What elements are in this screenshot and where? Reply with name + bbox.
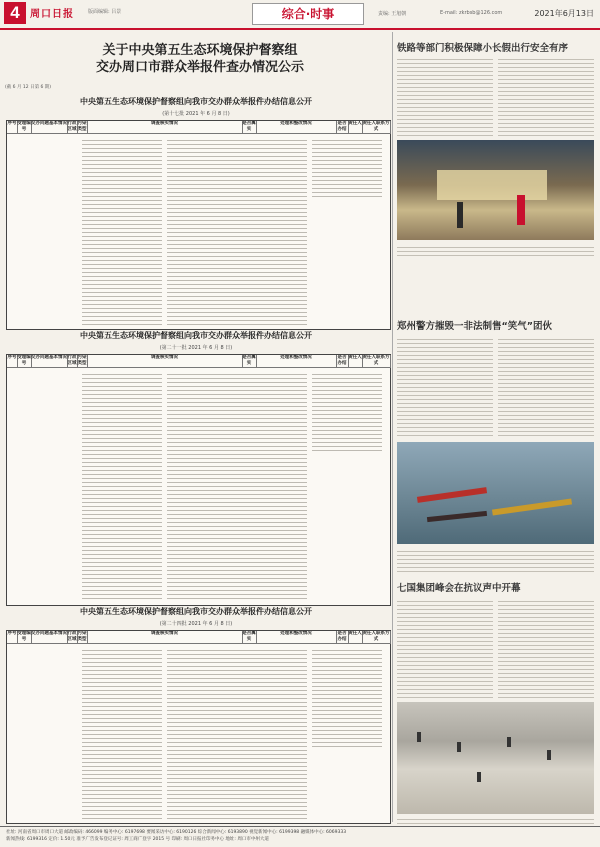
table-header-cell: 责任人	[348, 355, 363, 368]
footer	[0, 826, 600, 847]
main-headline: 关于中央第五生态环境保护督察组 交办周口市群众举报件查办情况公示	[95, 43, 304, 75]
article2-text-left	[397, 336, 493, 438]
table-header-cell: 责任人	[348, 121, 363, 134]
article2-text-right	[498, 336, 594, 438]
article2-photo	[397, 442, 594, 544]
table-header-cell: 调查核实情况	[87, 631, 243, 644]
page-number: 4	[4, 2, 26, 24]
edited-by: 责编: 王旭朝	[378, 11, 407, 17]
footer-line2: 新闻热线: 6199316 定价: 1.50元 准予广告发布登记证号: 周工商广登字 2015 号 印刷: 周口日报社印务中心 地址: 周口市中州大道	[6, 837, 269, 842]
table1-title: 中央第五生态环境保护督察组向我市交办群众举报件办结信息公开	[80, 97, 312, 106]
table-header-cell: 处理和整改情况	[256, 631, 337, 644]
table-header-cell: 受理编号	[17, 631, 31, 642]
issue-note: (截 6 月 12 日第 6 期)	[5, 85, 52, 90]
table-header-cell: 交办问题基本情况	[31, 121, 68, 134]
table-header-cell: 序号	[7, 355, 18, 368]
table2	[6, 354, 391, 606]
article1-caption	[397, 244, 594, 258]
table-header-cell: 行政区域	[67, 355, 77, 366]
table-header-cell: 调查核实情况	[87, 121, 243, 134]
table-header-cell: 是否属实	[242, 631, 256, 642]
table-header-cell: 责任人联系方式	[362, 121, 390, 132]
article3-title: 七国集团峰会在抗议声中开幕	[397, 583, 521, 594]
article2-caption	[397, 548, 594, 572]
table-header-cell: 调查核实情况	[87, 355, 243, 368]
edition-meta: 版面编辑: 吕景	[88, 9, 122, 15]
article1-title: 铁路等部门积极保障小长假出行安全有序	[397, 43, 569, 54]
table-header-cell: 行政区域	[67, 121, 77, 132]
table-header-cell: 行政区域	[67, 631, 77, 642]
editor-email: E-mail: zkrbsb@126.com	[440, 10, 503, 16]
article3-text-right	[498, 598, 594, 700]
table-header-cell: 责任人联系方式	[362, 355, 390, 366]
table2-title: 中央第五生态环境保护督察组向我市交办群众举报件办结信息公开	[80, 331, 312, 340]
masthead	[0, 0, 600, 30]
table-header-cell: 序号	[7, 121, 18, 134]
table-header-cell: 责任人联系方式	[362, 631, 390, 642]
table-header-cell: 序号	[7, 631, 18, 644]
column-divider	[392, 32, 393, 822]
article2-title: 郑州警方摧毁一非法制售“笑气”团伙	[397, 321, 552, 332]
table-header-cell: 交办问题基本情况	[31, 355, 68, 368]
section-label: 综合·时事	[252, 3, 364, 25]
table2-subtitle: (第二十一批 2021 年 6 月 8 日)	[159, 345, 233, 351]
table-header-cell: 是否办结	[336, 631, 349, 644]
table1-subtitle: (第十七批 2021 年 6 月 8 日)	[162, 111, 230, 117]
table-header-cell: 是否办结	[336, 121, 349, 134]
newspaper-logo: 周口日报	[30, 9, 74, 20]
issue-date: 2021年6月13日	[534, 9, 594, 18]
footer-line1: 社址: 河南省周口市周口大道 邮政编码: 466099 编务中心: 6197698 要闻采访中心: 6190126 综合新闻中心: 6193890 视觉新闻中心: 6199398 融媒体中心: 6069333	[6, 830, 347, 835]
article3-photo	[397, 702, 594, 814]
table-header-cell: 交办问题基本情况	[31, 631, 68, 644]
table-header-cell: 污染类型	[77, 355, 87, 366]
table3-subtitle: (第二十四批 2021 年 6 月 8 日)	[159, 621, 233, 627]
table-header-cell: 污染类型	[77, 631, 87, 642]
table-header-cell: 是否属实	[242, 355, 256, 366]
table-header-cell: 处理和整改情况	[256, 121, 337, 134]
article3-text-left	[397, 598, 493, 700]
table-header-cell: 处理和整改情况	[256, 355, 337, 368]
article1-photo	[397, 140, 594, 240]
table-header-cell: 责任人	[348, 631, 363, 644]
table1	[6, 120, 391, 330]
table-header-cell: 是否办结	[336, 355, 349, 368]
table-header-cell: 污染类型	[77, 121, 87, 132]
article3-caption	[397, 816, 594, 824]
article1-text-left	[397, 56, 493, 136]
table-header-cell: 受理编号	[17, 121, 31, 132]
table3-title: 中央第五生态环境保护督察组向我市交办群众举报件办结信息公开	[80, 607, 312, 616]
table3	[6, 630, 391, 824]
table-header-cell: 受理编号	[17, 355, 31, 366]
article1-text-right	[498, 56, 594, 136]
table-header-cell: 是否属实	[242, 121, 256, 132]
